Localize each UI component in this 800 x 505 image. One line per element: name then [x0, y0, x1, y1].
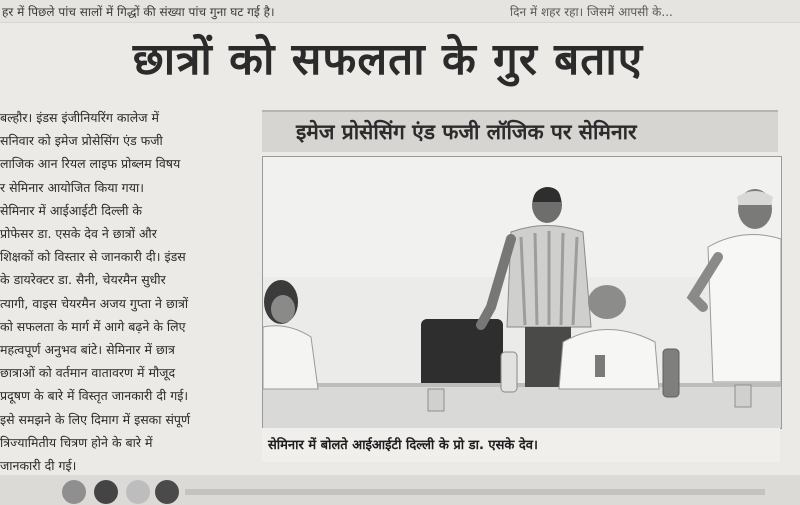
seminar-photo-illustration	[263, 157, 781, 428]
decorative-dot	[126, 480, 150, 504]
article-line: छात्राओं को वर्तमान वातावरण में मौजूद	[0, 365, 176, 381]
photo-caption-text: सेमिनार में बोलते आईआईटी दिल्ली के प्रो डा. एसके देव।	[268, 438, 538, 453]
decorative-dots-strip	[0, 475, 800, 505]
decorative-dot	[94, 480, 118, 504]
subheading-banner	[262, 110, 778, 152]
subheading-text: इमेज प्रोसेसिंग एंड फजी लॉजिक पर सेमिनार	[296, 120, 637, 144]
article-line: र सेमिनार आयोजित किया गया।	[0, 179, 144, 195]
seminar-photo	[262, 156, 782, 429]
article-line: को सफलता के मार्ग में आगे बढ़ने के लिए	[0, 318, 186, 334]
photo-caption	[262, 428, 780, 462]
decorative-dot	[62, 480, 86, 504]
article-line: जानकारी दी गई।	[0, 458, 77, 474]
top-strip-left-text: हर में पिछले पांच सालों में गिद्धों की संख्या पांच गुना घट गई है।	[2, 5, 275, 19]
decorative-dot	[155, 480, 179, 504]
article-line: शिक्षकों को विस्तार से जानकारी दी। इंडस	[0, 249, 186, 265]
article-line: प्रोफेसर डा. एसके देव ने छात्रों और	[0, 226, 157, 242]
article-body	[0, 106, 245, 477]
decorative-rule	[185, 489, 765, 495]
article-line: प्रदूषण के बारे में विस्तृत जानकारी दी गई।	[0, 388, 189, 404]
headline: छात्रों को सफलता के गुर बताए	[132, 34, 644, 85]
article-line: बल्हौर। इंडस इंजीनियरिंग कालेज में	[0, 110, 159, 125]
article-line: त्यागी, वाइस चेयरमैन अजय गुप्ता ने छात्रों	[0, 295, 189, 311]
top-strip-right-text: दिन में शहर रहा। जिसमें आपसी के...	[510, 5, 673, 19]
article-line: के डायरेक्टर डा. सैनी, चेयरमैन सुधीर	[0, 272, 166, 288]
top-news-strip	[0, 0, 800, 23]
article-line: इसे समझने के लिए दिमाग में इसका संपूर्ण	[0, 411, 191, 427]
article-line: सनिवार को इमेज प्रोसेसिंग एंड फजी	[0, 133, 163, 149]
article-line: त्रिज्यामितीय चित्रण होने के बारे में	[0, 434, 153, 450]
article-line: लाजिक आन रियल लाइफ प्रोब्लम विषय	[0, 156, 181, 172]
article-line: महत्वपूर्ण अनुभव बांटे। सेमिनार में छात्र	[0, 342, 175, 358]
article-line: सेमिनार में आईआईटी दिल्ली के	[0, 202, 143, 218]
